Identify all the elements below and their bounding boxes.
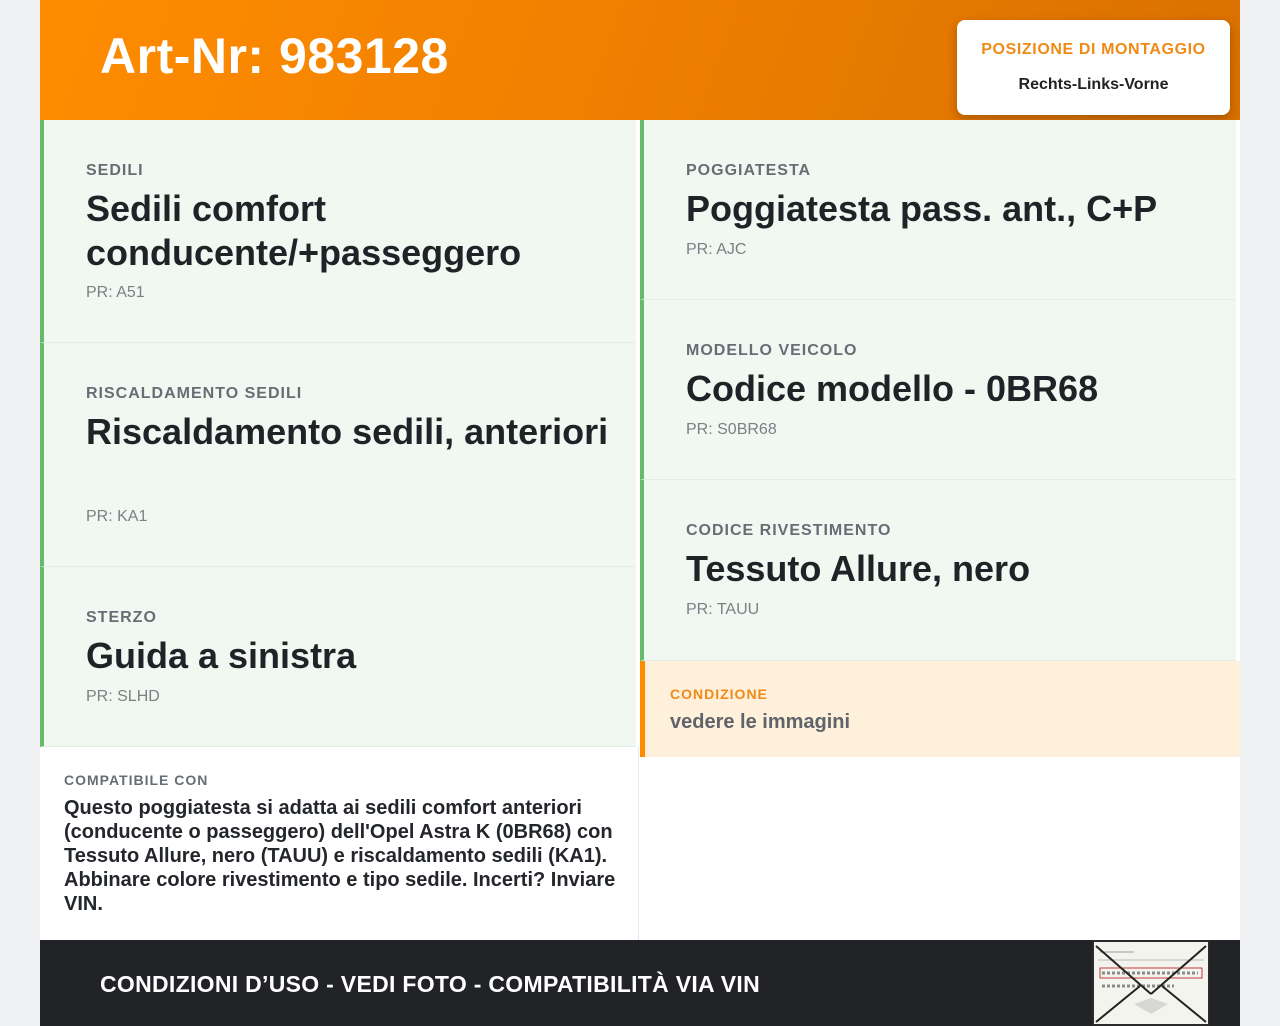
feature-label: CODICE RIVESTIMENTO (686, 522, 892, 539)
feature-code: PR: AJC (686, 241, 747, 258)
feature-value: Riscaldamento sedili, anteriori (86, 411, 609, 452)
feature-value: Sedili comfort conducente/+passeggero (86, 188, 522, 273)
feature-label: POGGIATESTA (686, 162, 812, 179)
compatibility-section (40, 747, 639, 940)
condition-value: vedere le immagini (670, 711, 851, 733)
feature-code: PR: S0BR68 (686, 421, 777, 438)
label-photo-icon (1094, 942, 1208, 1024)
feature-card-headrest (640, 120, 1236, 300)
header-bar (40, 0, 1240, 120)
article-number-title: Art-Nr: 983128 (100, 28, 449, 84)
product-sheet (40, 0, 1240, 1026)
mounting-position-label: POSIZIONE DI MONTAGGIO (981, 41, 1206, 58)
footer-text: CONDIZIONI D’USO - VEDI FOTO - COMPATIBILITÀ VIA VIN (100, 971, 761, 997)
feature-label: MODELLO VEICOLO (686, 342, 858, 359)
compatibility-label: COMPATIBILE CON (64, 772, 209, 788)
feature-value: Guida a sinistra (86, 635, 357, 676)
mounting-position-card (957, 20, 1230, 115)
feature-card-seat-heating (40, 343, 636, 567)
condition-box (640, 661, 1240, 757)
feature-card-seats (40, 120, 636, 343)
feature-label: RISCALDAMENTO SEDILI (86, 385, 303, 402)
feature-code: PR: TAUU (686, 601, 760, 618)
feature-card-vehicle-model (640, 300, 1236, 480)
feature-label: SEDILI (86, 162, 144, 179)
feature-card-steering (40, 567, 636, 747)
feature-code: PR: KA1 (86, 508, 148, 525)
feature-value: Tessuto Allure, nero (686, 548, 1031, 589)
footer-bar (40, 940, 1240, 1026)
feature-code: PR: A51 (86, 284, 145, 301)
feature-label: STERZO (86, 609, 157, 626)
feature-code: PR: SLHD (86, 688, 160, 705)
feature-value: Poggiatesta pass. ant., C+P (686, 188, 1158, 229)
mounting-position-value: Rechts-Links-Vorne (1018, 76, 1169, 93)
compatibility-text: Questo poggiatesta si adatta ai sedili comfort anteriori (conducente o passeggero) dell'Opel Astra K (0BR68) con Tessuto Allure, nero (TAUU) e riscaldamento sedili (KA1). Abbinare colore rivestimento e tipo sedile. Incerti? Inviare VIN. (64, 797, 616, 915)
feature-card-upholstery (640, 480, 1236, 661)
condition-label: CONDIZIONE (670, 686, 768, 702)
feature-value: Codice modello - 0BR68 (686, 368, 1099, 409)
label-photo-thumbnail-icon[interactable] (1092, 940, 1210, 1026)
